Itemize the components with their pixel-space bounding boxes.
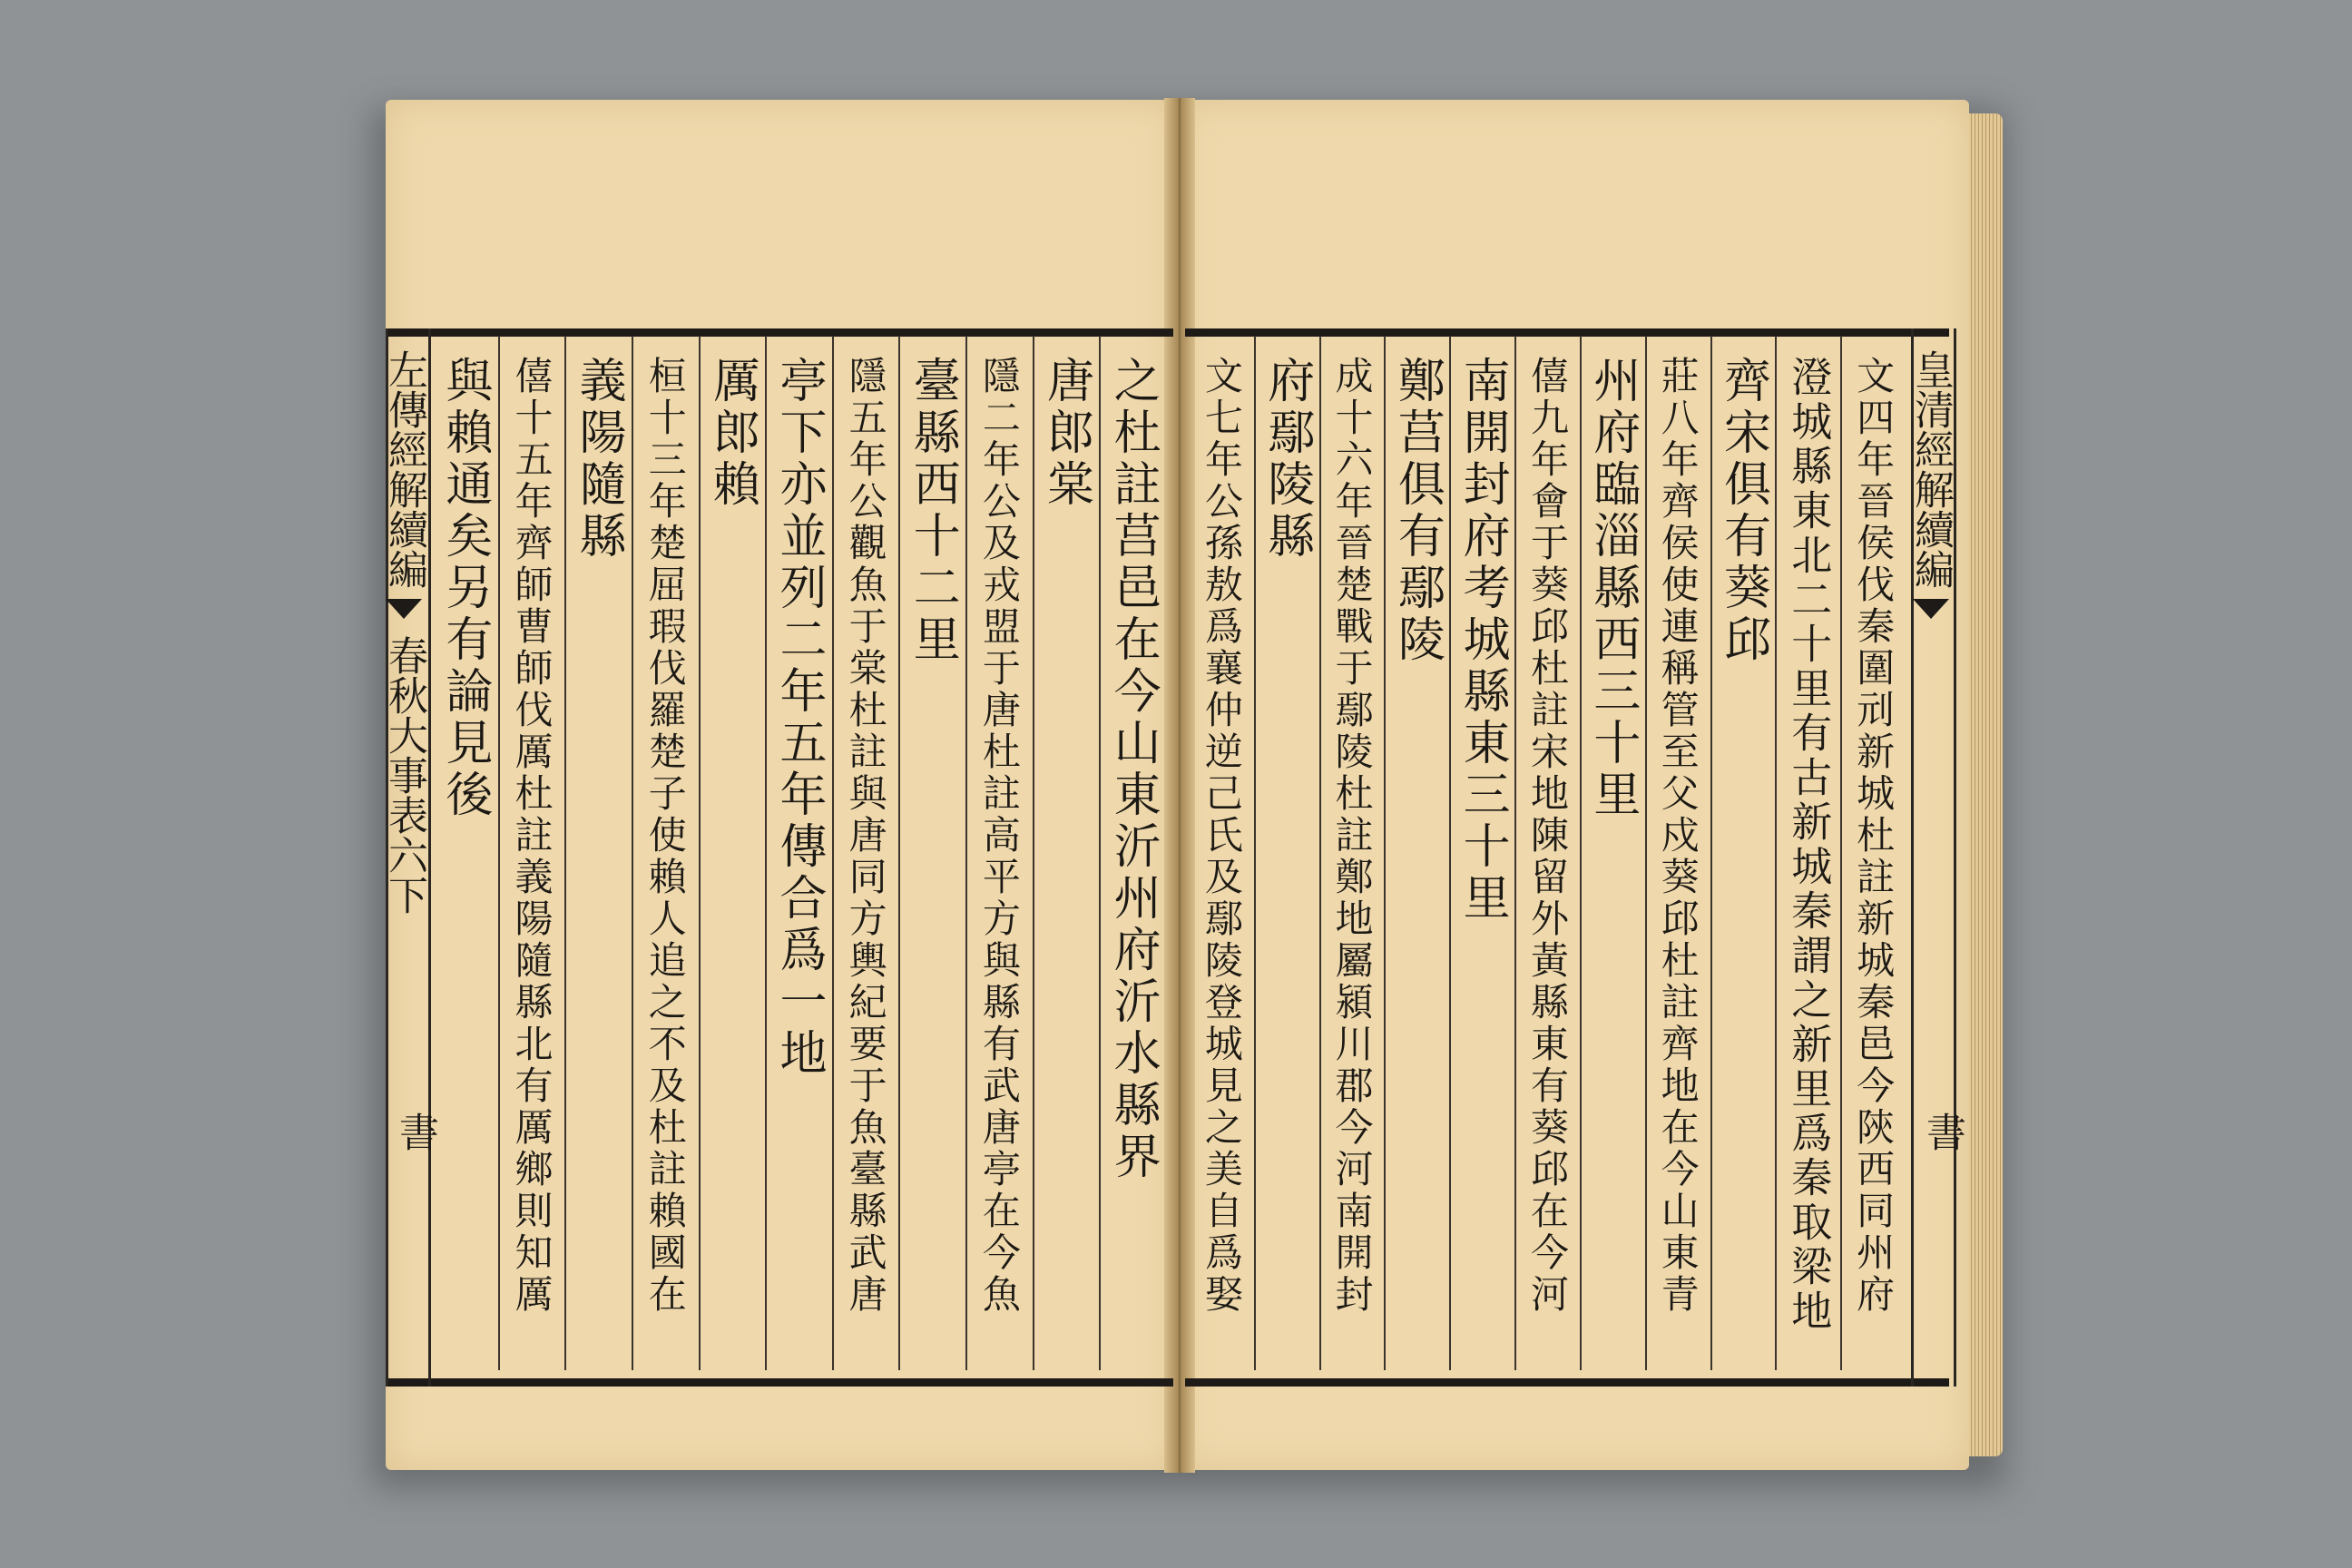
right-text-column: 成十六年晉楚戰于鄢陵杜註鄭地屬潁川郡今河南開封 bbox=[1329, 356, 1375, 1316]
left-text-column: 義陽隨縣 bbox=[571, 356, 626, 563]
right-text-column: 文四年晉侯伐秦圍刓新城杜註新城秦邑今陝西同州府 bbox=[1851, 356, 1896, 1316]
right-text-column: 僖九年會于葵邱杜註宋地陳留外黃縣東有葵邱在今河 bbox=[1525, 356, 1570, 1316]
column-rule bbox=[1033, 336, 1034, 1370]
column-rule bbox=[699, 336, 701, 1370]
right-text-column: 鄭莒俱有鄢陵 bbox=[1389, 356, 1445, 666]
column-rule bbox=[1254, 336, 1256, 1370]
column-rule bbox=[1099, 336, 1101, 1370]
left-text-column: 與賴通矣另有論見後 bbox=[436, 356, 492, 821]
left-folio: 書 bbox=[392, 1112, 438, 1152]
left-text-column: 僖十五年齊師曹師伐厲杜註義陽隨縣北有厲鄉則知厲 bbox=[509, 356, 554, 1316]
column-rule bbox=[1319, 336, 1321, 1370]
column-rule bbox=[1775, 336, 1777, 1370]
column-rule bbox=[1514, 336, 1516, 1370]
page-edges bbox=[1965, 113, 2003, 1456]
column-rule bbox=[1840, 336, 1842, 1370]
column-rule bbox=[765, 336, 767, 1370]
right-text-column: 府鄢陵縣 bbox=[1259, 356, 1314, 563]
column-rule bbox=[1384, 336, 1386, 1370]
right-folio: 書 bbox=[1919, 1112, 1965, 1152]
right-text-column: 南開封府考城縣東三十里 bbox=[1455, 356, 1510, 925]
left-fishtail-mark bbox=[386, 599, 422, 619]
column-rule bbox=[1449, 336, 1451, 1370]
right-strip-title: 皇清經解續編 bbox=[1907, 349, 1954, 589]
right-text-column: 州府臨淄縣西三十里 bbox=[1584, 356, 1640, 821]
column-rule bbox=[898, 336, 900, 1370]
column-rule bbox=[498, 336, 500, 1370]
right-text-column: 莊八年齊侯使連稱管至父戍葵邱杜註齊地在今山東青 bbox=[1655, 356, 1700, 1316]
right-text-column: 文七年公孫敖爲襄仲逆己氏及鄢陵登城見之美自爲娶 bbox=[1199, 356, 1244, 1316]
left-text-column: 唐郎棠 bbox=[1038, 356, 1093, 511]
column-rule bbox=[965, 336, 967, 1370]
column-rule bbox=[1710, 336, 1712, 1370]
column-rule bbox=[1645, 336, 1647, 1370]
right-text-column: 齊宋俱有葵邱 bbox=[1715, 356, 1770, 666]
left-text-column: 厲郎賴 bbox=[704, 356, 760, 511]
left-text-column: 隱五年公觀魚于棠杜註與唐同方輿紀要于魚臺縣武唐 bbox=[843, 356, 888, 1316]
left-text-column: 隱二年公及戎盟于唐杜註高平方與縣有武唐亭在今魚 bbox=[976, 356, 1022, 1316]
left-text-column: 桓十三年楚屈瑕伐羅楚子使賴人追之不及杜註賴國在 bbox=[642, 356, 688, 1316]
left-text-column: 臺縣西十二里 bbox=[905, 356, 960, 666]
left-text-column: 之杜註莒邑在今山東沂州府沂水縣界 bbox=[1105, 356, 1161, 1183]
right-fishtail-mark bbox=[1913, 599, 1949, 619]
right-text-column: 澄城縣東北二十里有古新城秦謂之新里爲秦取梁地 bbox=[1784, 356, 1833, 1334]
left-text-column: 亭下亦並列二年五年傳合爲一地 bbox=[771, 356, 826, 1080]
column-rule bbox=[632, 336, 633, 1370]
column-rule bbox=[564, 336, 566, 1370]
left-strip-title: 左傳經解續編 bbox=[381, 349, 427, 589]
column-rule bbox=[1580, 336, 1582, 1370]
left-strip-section: 春秋大事表六下 bbox=[381, 635, 427, 915]
column-rule bbox=[832, 336, 834, 1370]
